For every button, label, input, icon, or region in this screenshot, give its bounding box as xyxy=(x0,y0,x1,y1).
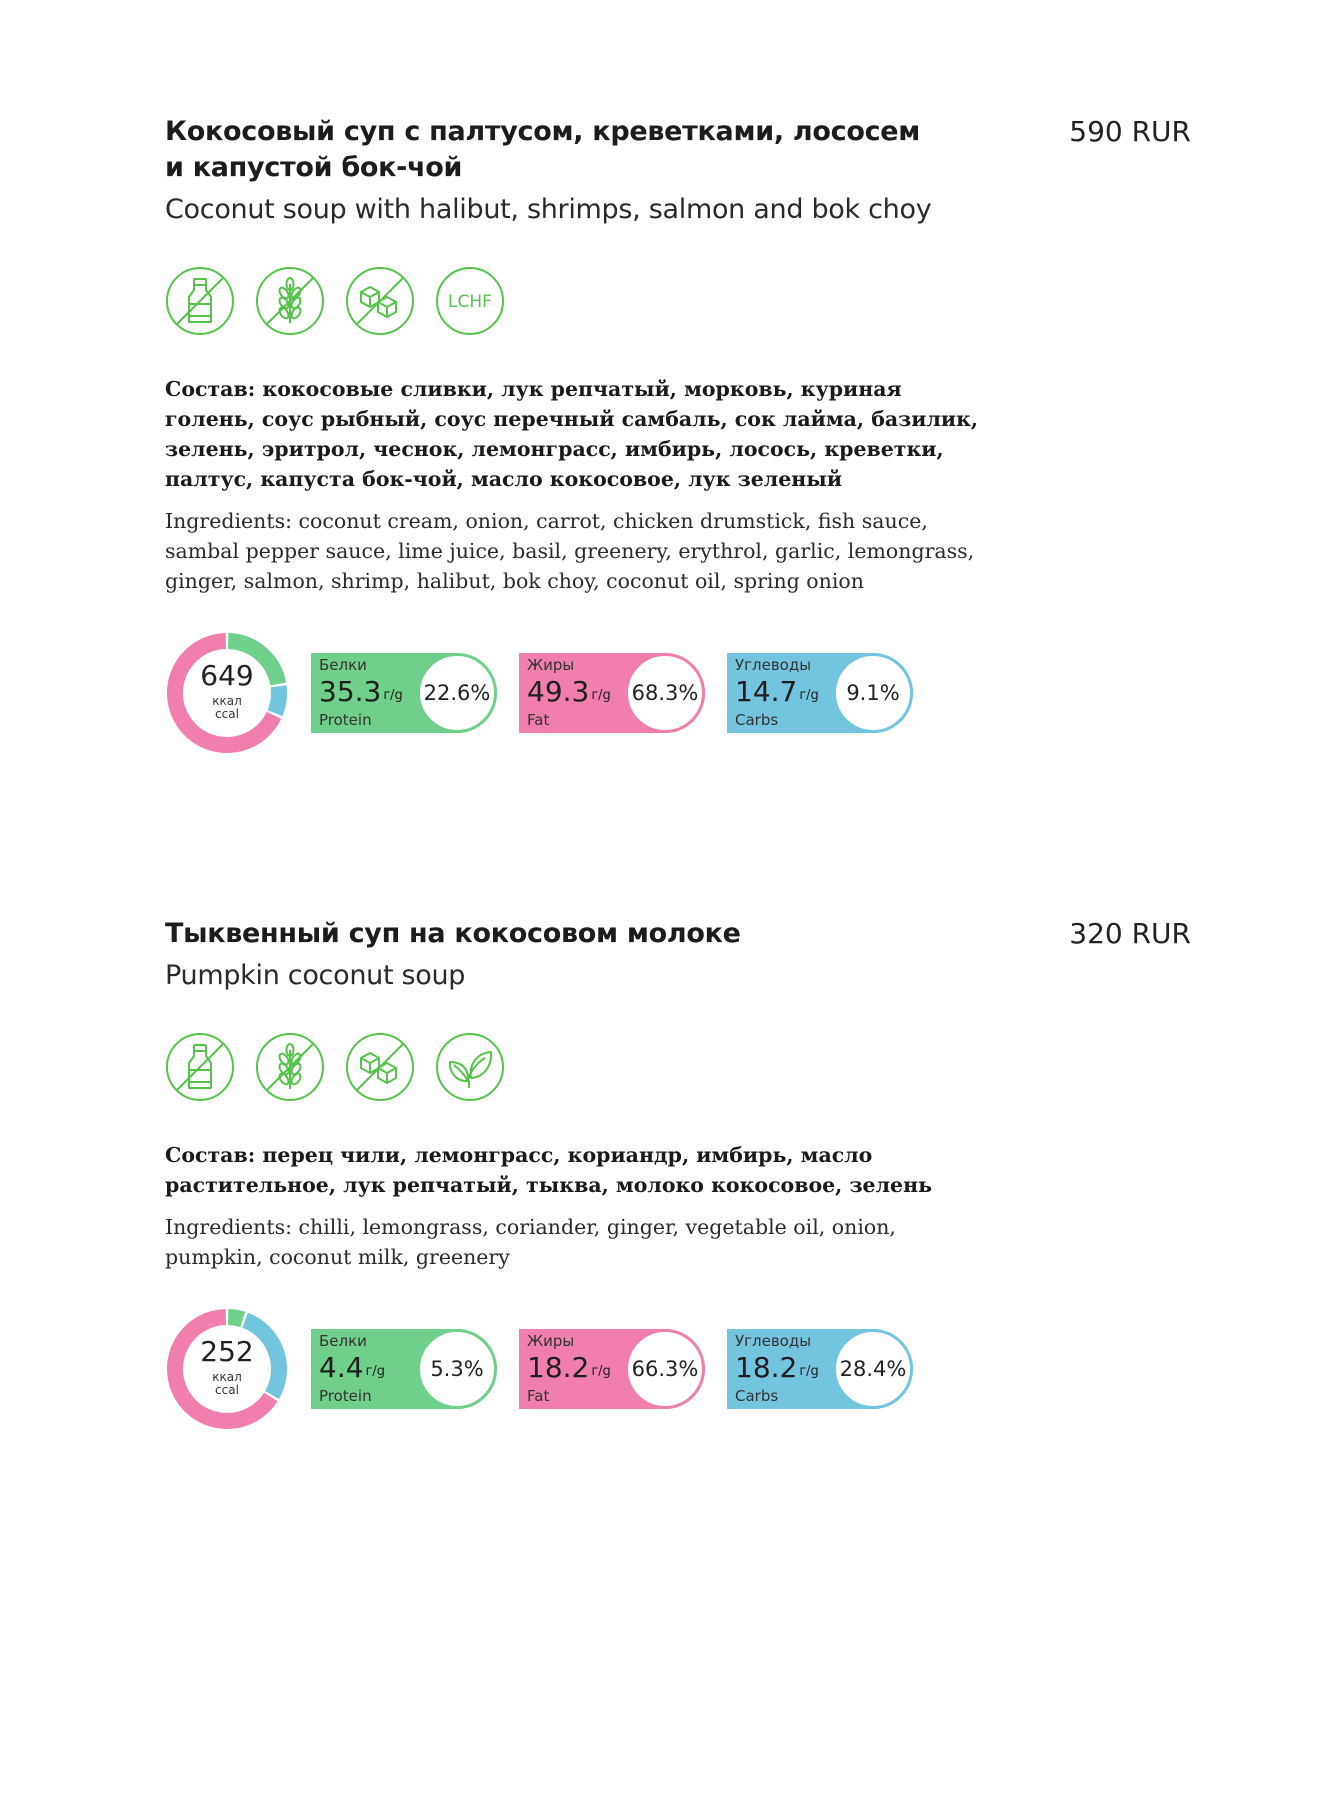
no-dairy-icon xyxy=(165,266,235,336)
nutrition-panel xyxy=(165,630,1205,756)
dish-card-pumpkin-soup xyxy=(165,916,1205,1432)
kcal-unit-en: ccal xyxy=(215,1383,239,1397)
macro-value: 4.4 г/g xyxy=(319,1351,385,1384)
dish-card-coconut-soup xyxy=(165,114,1205,756)
composition-ru: Состав: кокосовые сливки, лук репчатый, морковь, куриная голень, соус рыбный, соус перечный самбаль, сок лайма, базилик, зелень, эритрол, чеснок, лемонграсс, имбирь, лосось, креветки, палтус, капуста бок-чой, масло кокосовое, лук зеленый xyxy=(165,377,979,491)
nutrition-panel xyxy=(165,1306,1205,1432)
calorie-donut-chart xyxy=(165,631,289,755)
macro-value: 18.2 г/g xyxy=(735,1351,819,1384)
kcal-unit-ru: ккал xyxy=(212,1370,242,1384)
macro-label-ru: Углеводы xyxy=(735,656,812,674)
macro-label-ru: Жиры xyxy=(527,1332,575,1350)
kcal-unit-en: ccal xyxy=(215,707,239,721)
kcal-unit-ru: ккал xyxy=(212,694,242,708)
macro-percent: 66.3% xyxy=(625,1329,705,1409)
macro-label-ru: Жиры xyxy=(527,656,575,674)
macro-fat xyxy=(519,653,705,733)
macro-unit: г/g xyxy=(799,688,819,703)
diet-icons xyxy=(165,266,1205,336)
svg-text:LCHF: LCHF xyxy=(448,292,492,312)
no-sugar-icon xyxy=(345,1032,415,1102)
macro-fat xyxy=(519,1329,705,1409)
macro-value: 18.2 г/g xyxy=(527,1351,611,1384)
no-dairy-icon xyxy=(165,1032,235,1102)
dish-title-ru: Кокосовый суп с палтусом, креветками, лососем и капустой бок-чой xyxy=(165,116,921,183)
macro-label-en: Protein xyxy=(319,711,372,729)
macro-unit: г/g xyxy=(383,688,403,703)
diet-icons xyxy=(165,1032,1205,1102)
macro-label-en: Carbs xyxy=(735,711,779,729)
kcal-value: 649 xyxy=(200,659,254,692)
macro-value: 14.7 г/g xyxy=(735,675,819,708)
macro-label-ru: Углеводы xyxy=(735,1332,812,1350)
macro-label-ru: Белки xyxy=(319,656,367,674)
dish-title-en: Pumpkin coconut soup xyxy=(165,960,466,991)
macro-label-en: Fat xyxy=(527,711,550,729)
composition-en: Ingredients: coconut cream, onion, carrot, chicken drumstick, fish sauce, sambal pepper sauce, lime juice, basil, greenery, erythrol, garlic, lemongrass, ginger, salmon, shrimp, halibut, bok choy, coconut oil, spring onion xyxy=(165,509,975,593)
macro-value: 49.3 г/g xyxy=(527,675,611,708)
macro-unit: г/g xyxy=(591,688,611,703)
macro-label-en: Carbs xyxy=(735,1387,779,1405)
macro-label-en: Fat xyxy=(527,1387,550,1405)
no-sugar-icon xyxy=(345,266,415,336)
macro-label-ru: Белки xyxy=(319,1332,367,1350)
macro-percent: 28.4% xyxy=(833,1329,913,1409)
macro-unit: г/g xyxy=(365,1364,385,1379)
donut-segment-protein xyxy=(228,1317,243,1319)
macro-percent: 5.3% xyxy=(417,1329,497,1409)
lchf-icon xyxy=(435,266,505,336)
macro-unit: г/g xyxy=(799,1364,819,1379)
calorie-donut xyxy=(165,631,289,755)
calorie-donut xyxy=(165,1307,289,1431)
macro-protein xyxy=(311,1329,497,1409)
macro-protein xyxy=(311,653,497,733)
macro-carbs xyxy=(727,1329,913,1409)
macro-unit: г/g xyxy=(591,1364,611,1379)
vegan-leaf-icon xyxy=(435,1032,505,1102)
dish-price: 320 RUR xyxy=(1069,917,1191,950)
macro-value: 35.3 г/g xyxy=(319,675,403,708)
dish-title-ru: Тыквенный суп на кокосовом молоке xyxy=(165,918,741,949)
no-gluten-icon xyxy=(255,266,325,336)
calorie-donut-chart xyxy=(165,1307,289,1431)
macro-carbs xyxy=(727,653,913,733)
composition-en: Ingredients: chilli, lemongrass, coriander, ginger, vegetable oil, onion, pumpkin, coconut milk, greenery xyxy=(165,1215,896,1269)
no-gluten-icon xyxy=(255,1032,325,1102)
macro-label-en: Protein xyxy=(319,1387,372,1405)
dish-price: 590 RUR xyxy=(1069,115,1191,148)
composition-ru: Состав: перец чили, лемонграсс, кориандр, имбирь, масло растительное, лук репчатый, тыква, молоко кокосовое, зелень xyxy=(165,1143,932,1197)
macro-percent: 68.3% xyxy=(625,653,705,733)
macro-percent: 22.6% xyxy=(417,653,497,733)
dish-title-en: Coconut soup with halibut, shrimps, salmon and bok choy xyxy=(165,194,932,225)
kcal-value: 252 xyxy=(200,1335,254,1368)
macro-percent: 9.1% xyxy=(833,653,913,733)
